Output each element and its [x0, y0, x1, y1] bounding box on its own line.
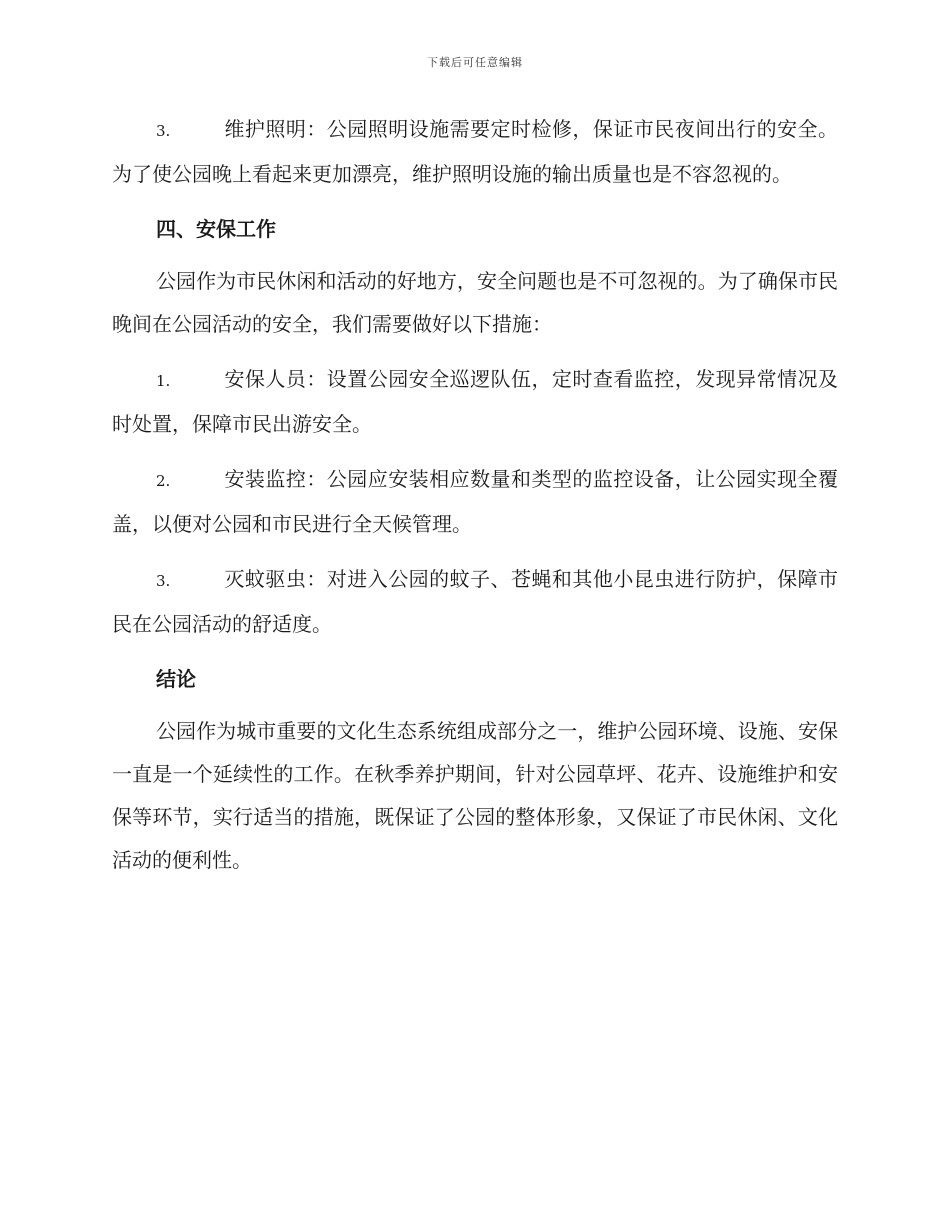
list-item-pest-control [112, 558, 838, 646]
list-item-text: 安装监控：公园应安装相应数量和类型的监控设备，让公园实现全覆盖，以便对公园和市民进行全天候管理。 [112, 467, 838, 536]
document-body [112, 108, 838, 894]
list-number: 1. [156, 372, 171, 390]
page-header: 下载后可任意编辑 [427, 56, 523, 69]
list-number: 2. [156, 472, 171, 490]
list-item-text: 维护照明：公园照明设施需要定时检修，保证市民夜间出行的安全。为了使公园晚上看起来更加漂亮，维护照明设施的输出质量也是不容忽视的。 [112, 117, 838, 186]
list-item-monitoring [112, 458, 838, 546]
list-item-text: 灭蚊驱虫：对进入公园的蚊子、苍蝇和其他小昆虫进行防护，保障市民在公园活动的舒适度。 [112, 567, 838, 636]
list-item-lighting [112, 108, 838, 196]
list-item-text: 安保人员：设置公园安全巡逻队伍，定时查看监控，发现异常情况及时处置，保障市民出游安全。 [112, 367, 838, 436]
section-heading-security: 四、安保工作 [156, 217, 276, 241]
list-item-security-staff [112, 358, 838, 446]
section-heading-conclusion: 结论 [156, 667, 196, 691]
conclusion-paragraph: 公园作为城市重要的文化生态系统组成部分之一，维护公园环境、设施、安保一直是一个延续性的工作。在秋季养护期间，针对公园草坪、花卉、设施维护和安保等环节，实行适当的措施，既保证了公园的整体形象，又保证了市民休闲、文化活动的便利性。 [112, 719, 838, 872]
security-intro-paragraph: 公园作为市民休闲和活动的好地方，安全问题也是不可忽视的。为了确保市民晚间在公园活动的安全，我们需要做好以下措施： [112, 269, 838, 336]
list-number: 3. [156, 122, 171, 140]
list-number: 3. [156, 572, 171, 590]
